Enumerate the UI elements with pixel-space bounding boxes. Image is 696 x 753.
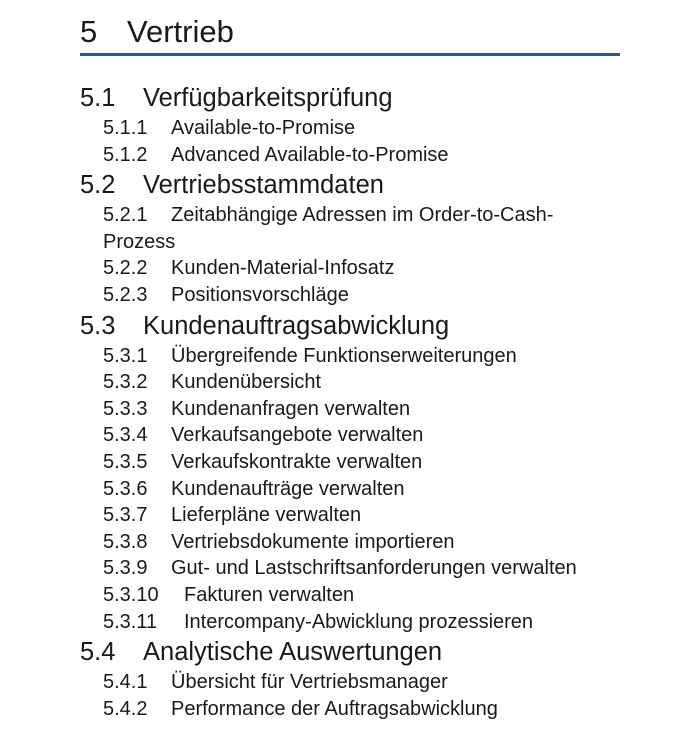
toc-entry[interactable] (80, 142, 600, 169)
entry-title: Kundenaufträge verwalten (171, 477, 405, 500)
chapter-number: 5 (80, 14, 98, 49)
toc-section (80, 81, 620, 168)
entry-number: 5.3.1 (103, 344, 148, 367)
section-title: Verfügbarkeitsprüfung (143, 84, 393, 112)
entry-number: 5.2.3 (103, 283, 148, 306)
toc-entry[interactable] (80, 202, 600, 255)
entry-number: 5.3.6 (103, 477, 148, 500)
section-number: 5.1 (80, 84, 116, 112)
entry-title: Positionsvorschläge (171, 283, 349, 306)
toc-entry[interactable] (80, 696, 600, 723)
toc-entry[interactable] (80, 669, 600, 696)
toc-entry[interactable] (80, 422, 600, 449)
entry-title: Kundenanfragen verwalten (171, 397, 411, 420)
entry-title: Performance der Auftragsabwicklung (171, 697, 498, 720)
entry-number: 5.4.1 (103, 671, 148, 694)
entry-number: 5.4.2 (103, 697, 148, 720)
toc-page (80, 0, 620, 722)
entry-number: 5.1.1 (103, 117, 148, 139)
entry-title: Zeitabhängige Adressen im Order-to-Cash-Prozess (103, 204, 554, 253)
section-heading[interactable] (80, 635, 620, 669)
toc-entry[interactable] (80, 609, 600, 636)
section-heading[interactable] (80, 81, 620, 115)
entry-title: Fakturen verwalten (184, 583, 355, 606)
chapter-title: Vertrieb (127, 14, 234, 49)
toc-sections (80, 81, 620, 722)
entry-number: 5.1.2 (103, 143, 148, 166)
entry-title: Kundenübersicht (171, 371, 322, 394)
toc-entry[interactable] (80, 396, 600, 423)
entry-number: 5.3.3 (103, 397, 148, 420)
section-number: 5.3 (80, 311, 116, 340)
entry-number: 5.3.9 (103, 557, 148, 580)
entry-title: Lieferpläne verwalten (171, 504, 362, 527)
entry-number: 5.3.5 (103, 450, 148, 473)
entry-title: Advanced Available-to-Promise (171, 143, 449, 166)
entry-title: Übergreifende Funktionserweiterungen (171, 344, 517, 367)
entry-number: 5.3.4 (103, 424, 148, 447)
toc-entry[interactable] (80, 369, 600, 396)
toc-entry[interactable] (80, 255, 600, 282)
toc-section (80, 309, 620, 636)
toc-section (80, 635, 620, 722)
toc-entry[interactable] (80, 449, 600, 476)
entry-number: 5.3.10 (103, 583, 159, 606)
chapter-heading (80, 0, 620, 56)
toc-entry[interactable] (80, 115, 600, 142)
entry-number: 5.3.8 (103, 530, 148, 553)
section-number: 5.2 (80, 171, 116, 200)
entry-title: Available-to-Promise (171, 117, 356, 139)
toc-entry[interactable] (80, 343, 600, 370)
entry-title: Kunden-Material-Infosatz (171, 257, 395, 280)
section-heading[interactable] (80, 168, 620, 202)
entry-title: Verkaufskontrakte verwalten (171, 450, 423, 473)
entry-number: 5.3.11 (103, 610, 158, 633)
section-number: 5.4 (80, 638, 116, 667)
section-title: Analytische Auswertungen (143, 638, 443, 667)
toc-entry[interactable] (80, 555, 600, 582)
entry-number: 5.3.2 (103, 371, 148, 394)
entry-title: Vertriebsdokumente importieren (171, 530, 455, 553)
entry-number: 5.3.7 (103, 504, 148, 527)
entry-title: Übersicht für Vertriebsmanager (171, 671, 448, 694)
entry-title: Gut- und Lastschriftsanforderungen verwalten (171, 557, 577, 580)
entry-title: Verkaufsangebote verwalten (171, 424, 424, 447)
section-heading[interactable] (80, 309, 620, 343)
section-title: Vertriebsstammdaten (143, 171, 384, 200)
toc-entry[interactable] (80, 282, 600, 309)
toc-entry[interactable] (80, 476, 600, 503)
toc-entry[interactable] (80, 582, 600, 609)
entry-number: 5.2.1 (103, 204, 148, 227)
entry-title: Intercompany-Abwicklung prozessieren (184, 610, 534, 633)
entry-number: 5.2.2 (103, 257, 148, 280)
section-title: Kundenauftragsabwicklung (143, 311, 450, 340)
toc-entry[interactable] (80, 529, 600, 556)
toc-entry[interactable] (80, 502, 600, 529)
toc-section (80, 168, 620, 308)
